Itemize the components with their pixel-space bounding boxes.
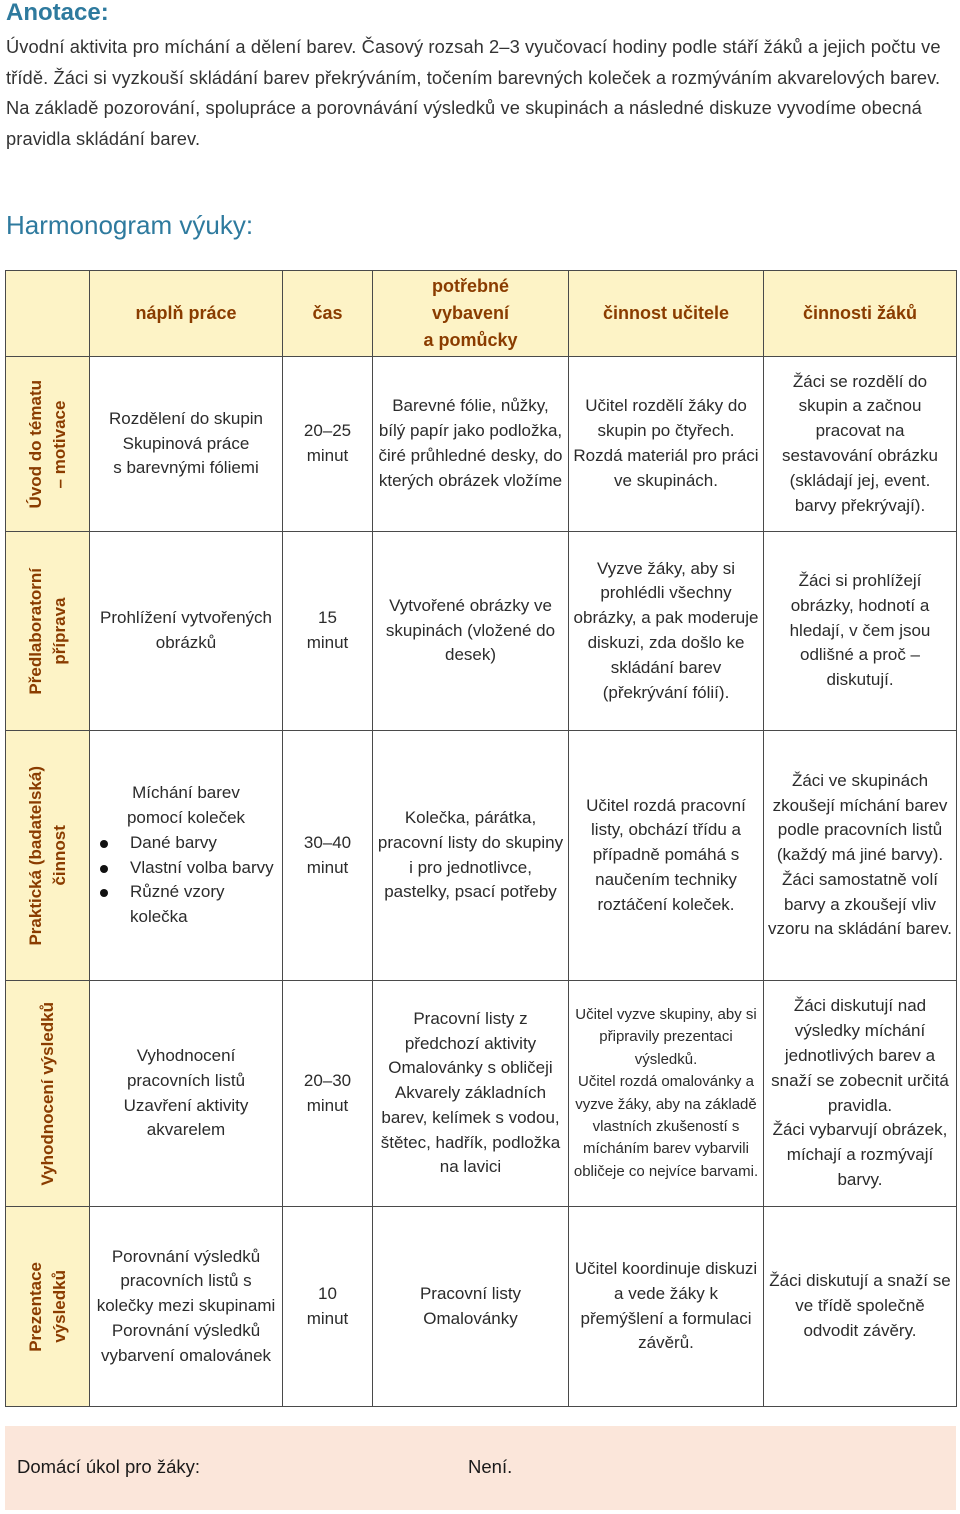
list-item: Různé vzory kolečka <box>94 880 278 930</box>
phase-label-line-1: Prezentace <box>25 1261 45 1352</box>
ucitel-cell <box>569 981 764 1207</box>
zaci-paragraph: Žáci ve skupinách zkoušejí míchání barev podle pracovních listů (každý má jiné barvy). <box>772 770 948 865</box>
napln-bullet-list <box>94 831 278 930</box>
phase-label-line-2: činnost <box>49 825 69 886</box>
phase-label <box>24 766 72 946</box>
zaci-cell: Žáci si prohlížejí obrázky, hodnotí a hledají, v čem jsou odlišné a proč – diskutují. <box>764 532 957 731</box>
vybaveni-paragraph: Pracovní listy z předchozí aktivity <box>404 1008 537 1053</box>
list-item: Vlastní volba barvy <box>94 856 278 881</box>
napln-line: pomocí koleček <box>126 807 246 827</box>
list-item: Dané barvy <box>94 831 278 856</box>
zaci-paragraph: Žáci diskutují nad výsledky míchání jednotlivých barev a snaží se zobecnit určitá pravidla. <box>771 996 949 1115</box>
phase-cell <box>6 357 90 532</box>
napln-cell <box>90 731 283 981</box>
phase-cell <box>6 731 90 981</box>
header-ucitel: činnost učitele <box>569 271 764 357</box>
phase-label <box>24 380 72 508</box>
napln-cell <box>90 981 283 1207</box>
cas-cell <box>283 357 373 532</box>
homework-value: Není. <box>468 1456 513 1477</box>
cas-unit: minut <box>306 1308 349 1328</box>
phase-label-line-2: výsledků <box>49 1270 69 1343</box>
header-row <box>6 271 957 357</box>
header-napln: náplň práce <box>90 271 283 357</box>
annotation-title: Anotace: <box>6 0 109 26</box>
header-vybaveni <box>373 271 569 357</box>
homework-box <box>5 1426 956 1510</box>
phase-label <box>24 1262 72 1352</box>
cas-value: 20–25 <box>303 421 352 441</box>
zaci-cell: Žáci diskutují a snaží se ve třídě společně odvodit závěry. <box>764 1207 957 1407</box>
cas-value: 30–40 <box>303 832 352 852</box>
zaci-paragraph: Žáci samostatně volí barvy a zkoušejí vliv vzoru na skládání barev. <box>768 869 952 939</box>
table-row <box>6 357 957 532</box>
annotation-text: Úvodní aktivita pro míchání a dělení barev. Časový rozsah 2–3 vyučovací hodiny podle stáří žáků a jejich počtu ve třídě. Žáci si vyzkouší skládání barev překrýváním, točením barevných koleček a rozmýváním akvarelových barev. Na základě pozorování, spolupráce a porovnávání výsledků ve skupinách a následné diskuze vyvodíme obecná pravidla skládání barev. <box>6 36 941 149</box>
cas-value: 20–30 <box>303 1070 352 1090</box>
cas-cell <box>283 1207 373 1407</box>
napln-line: Vyhodnocení pracovních listů <box>126 1045 246 1090</box>
napln-cell <box>90 1207 283 1407</box>
ucitel-paragraph: Učitel vyzve skupiny, aby si připravily prezentaci výsledků. <box>575 1005 757 1068</box>
vybaveni-paragraph: Omalovánky s obličeji Akvarely základních barev, kelímek s vodou, štětec, hadřík, podložka na lavici <box>380 1058 561 1177</box>
napln-line: Rozdělení do skupin <box>108 408 264 428</box>
header-vybaveni-line-1: potřebné <box>431 276 509 296</box>
zaci-cell: Žáci se rozdělí do skupin a začnou pracovat na sestavování obrázku (skládají jej, event. barvy překrývají). <box>764 357 957 532</box>
table-row <box>6 1207 957 1407</box>
napln-paragraph: Porovnání výsledků pracovních listů s kolečky mezi skupinami <box>96 1246 276 1316</box>
cas-unit: minut <box>306 446 349 465</box>
cas-cell <box>283 532 373 731</box>
phase-label <box>24 568 72 695</box>
cas-unit: minut <box>306 857 349 877</box>
header-cas: čas <box>283 271 373 357</box>
phase-label-line-2: – motivace <box>49 400 69 488</box>
ucitel-cell: Učitel rozdělí žáky do skupin po čtyřech. Rozdá materiál pro práci ve skupinách. <box>569 357 764 532</box>
ucitel-paragraph: Učitel rozdá omalovánky a vyzve žáky, aby na základě vlastních zkušeností s mícháním barev vybarvili obličeje co nejvíce barvami. <box>573 1073 759 1180</box>
phase-label: Vyhodnocení výsledků <box>37 1001 57 1186</box>
phase-label-line-1: Předlaboratorní <box>25 567 45 695</box>
napln-paragraph: Porovnání výsledků vybarvení omalovánek <box>100 1320 272 1365</box>
ucitel-cell: Učitel rozdá pracovní listy, obchází třídu a případně pomáhá s naučením techniky roztáčení koleček. <box>569 731 764 981</box>
zaci-cell <box>764 731 957 981</box>
cas-cell <box>283 981 373 1207</box>
vybaveni-cell: Kolečka, párátka, pracovní listy do skupiny i pro jednotlivce, pastelky, psací potřeby <box>373 731 569 981</box>
cas-value: 10 <box>318 1283 337 1303</box>
zaci-paragraph: Žáci vybarvují obrázek, míchají a rozmývají barvy. <box>772 1120 948 1189</box>
table-row <box>6 731 957 981</box>
harmonogram-title: Harmonogram výuky: <box>6 210 254 240</box>
napln-cell <box>90 357 283 532</box>
header-zaci: činnosti žáků <box>764 271 957 357</box>
vybaveni-cell: Vytvořené obrázky ve skupinách (vložené do desek) <box>373 532 569 731</box>
phase-cell <box>6 981 90 1207</box>
vybaveni-cell: Barevné fólie, nůžky, bílý papír jako podložka, čiré průhledné desky, do kterých obrázek vložíme <box>373 357 569 532</box>
phase-label-line-1: Praktická (badatelská) <box>25 765 45 946</box>
napln-line: s barevnými fóliemi <box>113 458 259 478</box>
napln-line: Uzavření aktivity akvarelem <box>123 1095 249 1140</box>
cas-value: 15 <box>318 608 337 628</box>
ucitel-cell: Učitel koordinuje diskuzi a vede žáky k přemýšlení a formulaci závěrů. <box>569 1207 764 1407</box>
vybaveni-line: Pracovní listy <box>419 1283 522 1303</box>
ucitel-cell: Vyzve žáky, aby si prohlédli všechny obrázky, a pak moderuje diskuzi, zda došlo ke skládání barev (překrývání fólií). <box>569 532 764 731</box>
napln-line: Míchání barev <box>132 783 240 803</box>
header-vybaveni-line-2: vybavení <box>431 303 510 323</box>
napln-cell: Prohlížení vytvořených obrázků <box>90 532 283 731</box>
cas-unit: minut <box>306 1095 349 1115</box>
napln-line: Skupinová práce <box>122 433 250 453</box>
phase-label-line-1: Úvod do tématu <box>25 379 45 509</box>
table-row <box>6 532 957 731</box>
cas-unit: minut <box>306 633 349 652</box>
phase-cell <box>6 1207 90 1407</box>
table-row <box>6 981 957 1207</box>
vybaveni-cell <box>373 981 569 1207</box>
zaci-cell <box>764 981 957 1207</box>
vybaveni-cell <box>373 1207 569 1407</box>
header-corner <box>6 271 90 357</box>
phase-cell <box>6 532 90 731</box>
vybaveni-line: Omalovánky <box>423 1308 518 1328</box>
homework-label: Domácí úkol pro žáky: <box>17 1456 201 1477</box>
phase-label-line-2: příprava <box>49 597 69 665</box>
cas-cell <box>283 731 373 981</box>
harmonogram-table <box>5 270 957 1407</box>
header-vybaveni-line-3: a pomůcky <box>423 330 518 350</box>
